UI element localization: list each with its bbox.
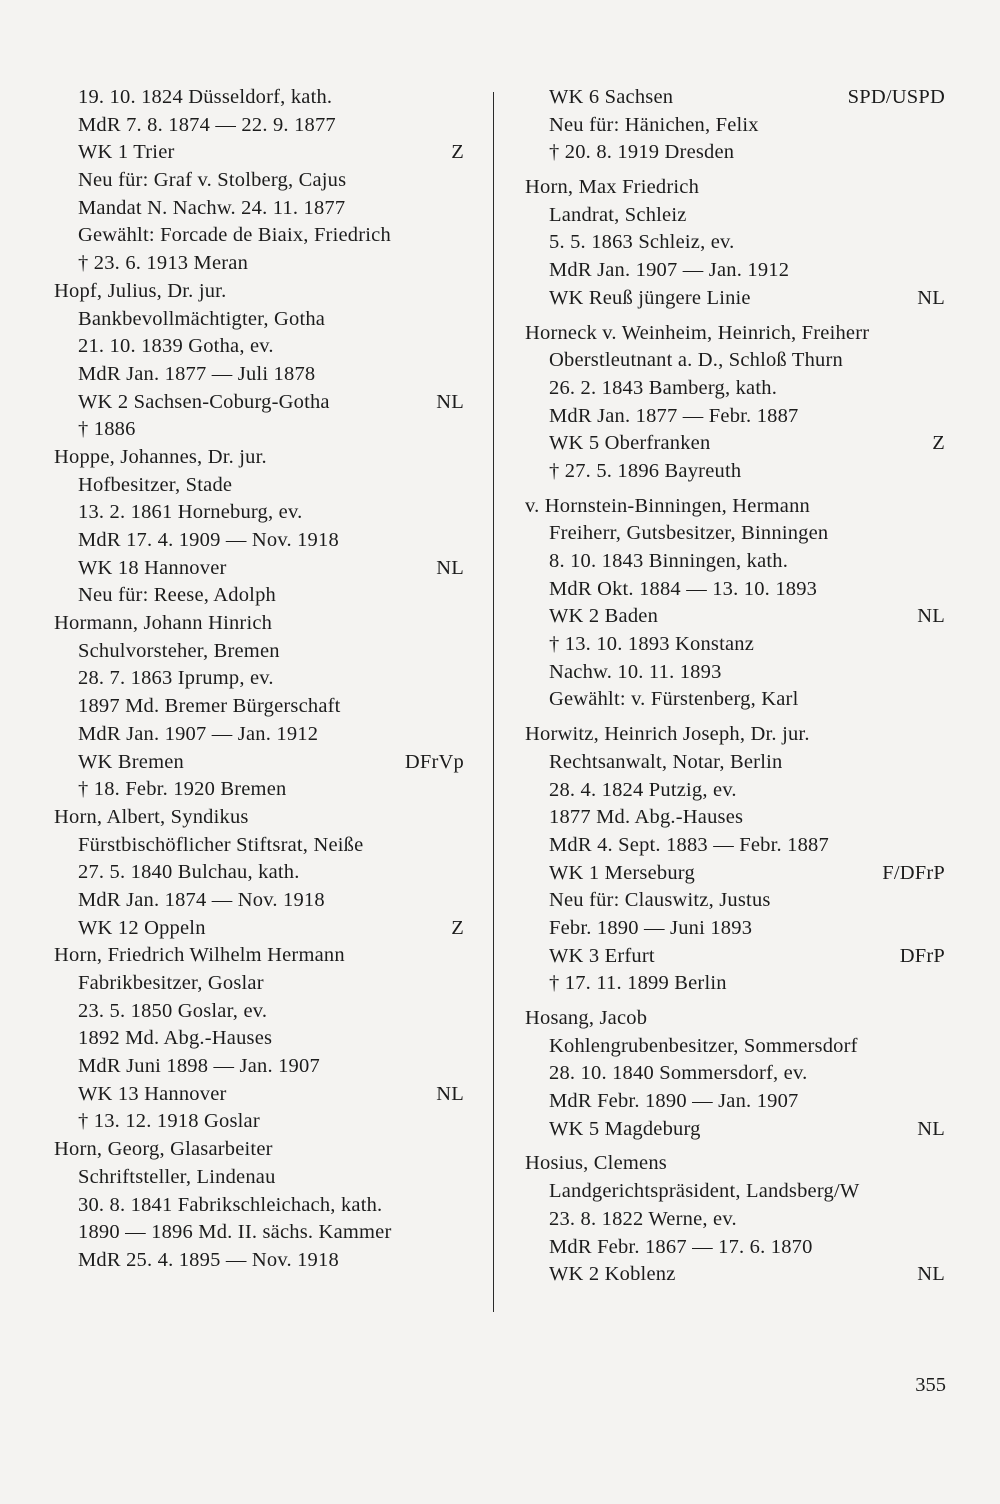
entry-detail-line xyxy=(525,1178,945,1206)
entry-name-line xyxy=(525,1005,945,1033)
entry-text: Schriftsteller, Lindenau xyxy=(78,1165,276,1188)
entry-text: MdR 25. 4. 1895 — Nov. 1918 xyxy=(78,1248,339,1271)
entry-text: 1890 — 1896 Md. II. sächs. Kammer xyxy=(78,1221,392,1244)
entry-name-line xyxy=(54,1136,464,1164)
entry-text: 26. 2. 1843 Bamberg, kath. xyxy=(549,376,778,399)
entry-detail-line xyxy=(54,306,464,334)
entry-name-line xyxy=(54,278,464,306)
entry-detail-line xyxy=(54,887,464,915)
entry-detail-line xyxy=(54,472,464,500)
entry-detail-line xyxy=(525,347,945,375)
entry-detail-line xyxy=(525,804,945,832)
entry-text: † 1886 xyxy=(78,418,136,441)
entry-text: Hopf, Julius, Dr. jur. xyxy=(54,279,227,302)
entry-text: † 13. 12. 1918 Goslar xyxy=(78,1110,260,1133)
entry-detail-line xyxy=(525,686,945,714)
entry-detail-line xyxy=(525,860,945,888)
entry-text: † 20. 8. 1919 Dresden xyxy=(549,141,735,164)
entry-text: WK 2 Sachsen-Coburg-Gotha xyxy=(78,390,330,413)
right-column xyxy=(525,84,945,1289)
entry-text: Fabrikbesitzer, Goslar xyxy=(78,972,264,994)
entry-detail-line xyxy=(525,520,945,548)
party-label: NL xyxy=(917,1117,945,1140)
entry-text: 19. 10. 1824 Düsseldorf, kath. xyxy=(78,86,333,108)
entry-text: WK 3 Erfurt xyxy=(549,944,655,967)
entry-text: 8. 10. 1843 Binningen, kath. xyxy=(549,550,789,572)
party-label: SPD/USPD xyxy=(847,86,945,108)
entry-text: Horn, Friedrich Wilhelm Hermann xyxy=(54,944,345,967)
entry-detail-line xyxy=(525,375,945,403)
entry-detail-line xyxy=(54,998,464,1026)
party-label: Z xyxy=(451,916,464,939)
entry-detail-line xyxy=(54,832,464,860)
entry-text: WK Reuß jüngere Linie xyxy=(549,286,751,309)
entry-detail-line xyxy=(525,970,945,998)
entry-detail-line xyxy=(54,112,464,140)
entry-detail-line xyxy=(525,832,945,860)
entry-detail-line xyxy=(54,1247,464,1275)
entry-detail-line xyxy=(54,1192,464,1220)
entry-text: MdR Jan. 1877 — Febr. 1887 xyxy=(549,404,799,427)
entry-text: Hosius, Clemens xyxy=(525,1152,667,1175)
entry-detail-line xyxy=(525,1261,945,1289)
entry-detail-line xyxy=(525,112,945,140)
party-label: NL xyxy=(917,605,945,628)
entry-detail-line xyxy=(54,84,464,112)
entry-text: MdR Febr. 1890 — Jan. 1907 xyxy=(549,1090,799,1113)
entry-text: Hosang, Jacob xyxy=(525,1007,648,1029)
entry-text: WK 1 Trier xyxy=(78,141,175,164)
entry-text: Rechtsanwalt, Notar, Berlin xyxy=(549,750,783,773)
entry-detail-line xyxy=(54,527,464,555)
entry-detail-line xyxy=(54,361,464,389)
entry-detail-line xyxy=(54,416,464,444)
entry-detail-line xyxy=(54,139,464,167)
entry-text: † 18. Febr. 1920 Bremen xyxy=(78,778,287,801)
entry-text: Gewählt: Forcade de Biaix, Friedrich xyxy=(78,224,391,247)
party-label: DFrP xyxy=(899,944,945,967)
entry-detail-line xyxy=(525,1234,945,1262)
entry-detail-line xyxy=(54,970,464,998)
entry-detail-line xyxy=(54,222,464,250)
entry-text: WK 2 Baden xyxy=(549,605,659,628)
left-column xyxy=(54,84,464,1275)
party-label: F/DFrP xyxy=(882,861,945,884)
entry-text: Horwitz, Heinrich Joseph, Dr. jur. xyxy=(525,723,810,746)
entry-text: MdR 4. Sept. 1883 — Febr. 1887 xyxy=(549,833,829,856)
entry-text: WK 13 Hannover xyxy=(78,1082,227,1105)
entry-detail-line xyxy=(54,665,464,693)
entry-text: WK 5 Magdeburg xyxy=(549,1117,701,1140)
entry-text: WK 6 Sachsen xyxy=(549,86,674,108)
entry-detail-line xyxy=(525,915,945,943)
entry-detail-line xyxy=(54,859,464,887)
entry-detail-line xyxy=(54,749,464,777)
entry-detail-line xyxy=(525,139,945,167)
entry-detail-line xyxy=(525,943,945,971)
entry-text: MdR 7. 8. 1874 — 22. 9. 1877 xyxy=(78,113,336,136)
column-divider xyxy=(493,92,494,1312)
entry-text: WK 5 Oberfranken xyxy=(549,432,711,455)
entry-detail-line xyxy=(54,915,464,943)
entry-detail-line xyxy=(54,1219,464,1247)
entry-text: 5. 5. 1863 Schleiz, ev. xyxy=(549,231,735,254)
entry-text: 30. 8. 1841 Fabrikschleichach, kath. xyxy=(78,1193,383,1216)
entry-text: MdR Jan. 1874 — Nov. 1918 xyxy=(78,888,325,911)
entry-detail-line xyxy=(54,1164,464,1192)
entry-detail-line xyxy=(54,499,464,527)
entry-name-line xyxy=(525,320,945,348)
entry-text: WK 1 Merseburg xyxy=(549,861,695,884)
entry-detail-line xyxy=(525,458,945,486)
entry-text: Hormann, Johann Hinrich xyxy=(54,612,273,635)
entry-text: MdR Febr. 1867 — 17. 6. 1870 xyxy=(549,1235,813,1258)
entry-detail-line xyxy=(54,555,464,583)
entry-detail-line xyxy=(525,1088,945,1116)
entry-detail-line xyxy=(525,603,945,631)
entry-detail-line xyxy=(525,1060,945,1088)
entry-detail-line xyxy=(525,887,945,915)
entry-text: WK Bremen xyxy=(78,750,184,773)
entry-detail-line xyxy=(525,84,945,112)
entry-text: Freiherr, Gutsbesitzer, Binningen xyxy=(549,522,829,545)
entry-text: Landrat, Schleiz xyxy=(549,203,687,226)
party-label: Z xyxy=(451,141,464,164)
entry-text: Nachw. 10. 11. 1893 xyxy=(549,660,722,683)
entry-detail-line xyxy=(525,1033,945,1061)
party-label: NL xyxy=(917,1263,945,1286)
entry-text: Mandat N. Nachw. 24. 11. 1877 xyxy=(78,196,346,219)
entry-detail-line xyxy=(54,776,464,804)
entry-detail-line xyxy=(525,631,945,659)
entry-detail-line xyxy=(54,721,464,749)
entry-name-line xyxy=(525,1150,945,1178)
entry-text: † 13. 10. 1893 Konstanz xyxy=(549,633,755,656)
entry-text: Fürstbischöflicher Stiftsrat, Neiße xyxy=(78,833,364,856)
entry-name-line xyxy=(525,493,945,521)
entry-text: Bankbevollmächtigter, Gotha xyxy=(78,307,326,330)
entry-detail-line xyxy=(54,638,464,666)
entry-text: † 23. 6. 1913 Meran xyxy=(78,252,249,275)
entry-text: 27. 5. 1840 Bulchau, kath. xyxy=(78,861,300,884)
entry-text: † 27. 5. 1896 Bayreuth xyxy=(549,459,742,482)
entry-text: Horn, Albert, Syndikus xyxy=(54,805,249,828)
entry-text: MdR Okt. 1884 — 13. 10. 1893 xyxy=(549,577,818,600)
page-number: 355 xyxy=(915,1374,946,1396)
entry-name-line xyxy=(54,444,464,472)
entry-name-line xyxy=(54,610,464,638)
entry-text: Neu für: Hänichen, Felix xyxy=(549,113,759,136)
entry-text: 23. 5. 1850 Goslar, ev. xyxy=(78,999,268,1022)
entry-detail-line xyxy=(525,430,945,458)
entry-text: † 17. 11. 1899 Berlin xyxy=(549,972,727,995)
entry-text: 21. 10. 1839 Gotha, ev. xyxy=(78,335,274,358)
entry-detail-line xyxy=(525,1116,945,1144)
entry-text: Horneck v. Weinheim, Heinrich, Freiherr xyxy=(525,321,870,344)
entry-detail-line xyxy=(54,1025,464,1053)
entry-detail-line xyxy=(525,229,945,257)
party-label: DFrVp xyxy=(404,750,464,773)
entry-text: Landgerichtspräsident, Landsberg/W xyxy=(549,1180,860,1203)
party-label: Z xyxy=(932,432,945,455)
entry-text: 13. 2. 1861 Horneburg, ev. xyxy=(78,501,303,524)
party-label: NL xyxy=(436,556,464,579)
entry-text: 1892 Md. Abg.-Hauses xyxy=(78,1027,273,1050)
entry-text: Hofbesitzer, Stade xyxy=(78,473,233,496)
entry-text: 1877 Md. Abg.-Hauses xyxy=(549,806,744,829)
entry-text: Horn, Max Friedrich xyxy=(525,176,700,199)
entry-text: Neu für: Graf v. Stolberg, Cajus xyxy=(78,169,347,192)
entry-text: MdR Jan. 1877 — Juli 1878 xyxy=(78,362,316,385)
entry-detail-line xyxy=(54,1053,464,1081)
entry-detail-line xyxy=(54,250,464,278)
entry-text: Kohlengrubenbesitzer, Sommersdorf xyxy=(549,1034,858,1057)
entry-text: Gewählt: v. Fürstenberg, Karl xyxy=(549,688,799,711)
entry-detail-line xyxy=(54,1081,464,1109)
entry-text: MdR Jan. 1907 — Jan. 1912 xyxy=(549,259,790,282)
entry-detail-line xyxy=(54,389,464,417)
entry-text: Horn, Georg, Glasarbeiter xyxy=(54,1138,273,1161)
entry-detail-line xyxy=(54,582,464,610)
entry-detail-line xyxy=(525,576,945,604)
entry-detail-line xyxy=(525,403,945,431)
entry-detail-line xyxy=(54,1108,464,1136)
entry-text: WK 12 Oppeln xyxy=(78,916,206,939)
entry-detail-line xyxy=(54,195,464,223)
entry-name-line xyxy=(525,174,945,202)
entry-detail-line xyxy=(525,777,945,805)
entry-text: WK 18 Hannover xyxy=(78,556,227,579)
entry-text: MdR Jan. 1907 — Jan. 1912 xyxy=(78,722,319,745)
entry-text: Oberstleutnant a. D., Schloß Thurn xyxy=(549,349,843,372)
party-label: NL xyxy=(436,1082,464,1105)
entry-detail-line xyxy=(525,202,945,230)
party-label: NL xyxy=(436,390,464,413)
entry-text: Schulvorsteher, Bremen xyxy=(78,639,280,662)
entry-text: Neu für: Reese, Adolph xyxy=(78,584,276,607)
entry-detail-line xyxy=(54,167,464,195)
entry-text: MdR 17. 4. 1909 — Nov. 1918 xyxy=(78,529,339,551)
entry-text: Neu für: Clauswitz, Justus xyxy=(549,889,771,912)
entry-text: WK 2 Koblenz xyxy=(549,1263,676,1286)
entry-detail-line xyxy=(525,257,945,285)
entry-name-line xyxy=(525,721,945,749)
entry-text: v. Hornstein-Binningen, Hermann xyxy=(525,494,810,517)
entry-detail-line xyxy=(525,749,945,777)
entry-detail-line xyxy=(525,659,945,687)
entry-name-line xyxy=(54,804,464,832)
entry-detail-line xyxy=(525,548,945,576)
entry-detail-line xyxy=(525,1206,945,1234)
entry-text: 23. 8. 1822 Werne, ev. xyxy=(549,1207,737,1230)
entry-text: 1897 Md. Bremer Bürgerschaft xyxy=(78,695,341,718)
entry-detail-line xyxy=(54,333,464,361)
entry-text: Hoppe, Johannes, Dr. jur. xyxy=(54,445,267,468)
entry-detail-line xyxy=(54,693,464,721)
entry-text: 28. 7. 1863 Iprump, ev. xyxy=(78,667,274,690)
entry-detail-line xyxy=(525,285,945,313)
party-label: NL xyxy=(917,286,945,309)
entry-text: Febr. 1890 — Juni 1893 xyxy=(549,916,753,939)
entry-text: 28. 4. 1824 Putzig, ev. xyxy=(549,778,737,801)
entry-name-line xyxy=(54,942,464,970)
entry-text: MdR Juni 1898 — Jan. 1907 xyxy=(78,1055,320,1078)
entry-text: 28. 10. 1840 Sommersdorf, ev. xyxy=(549,1062,808,1085)
